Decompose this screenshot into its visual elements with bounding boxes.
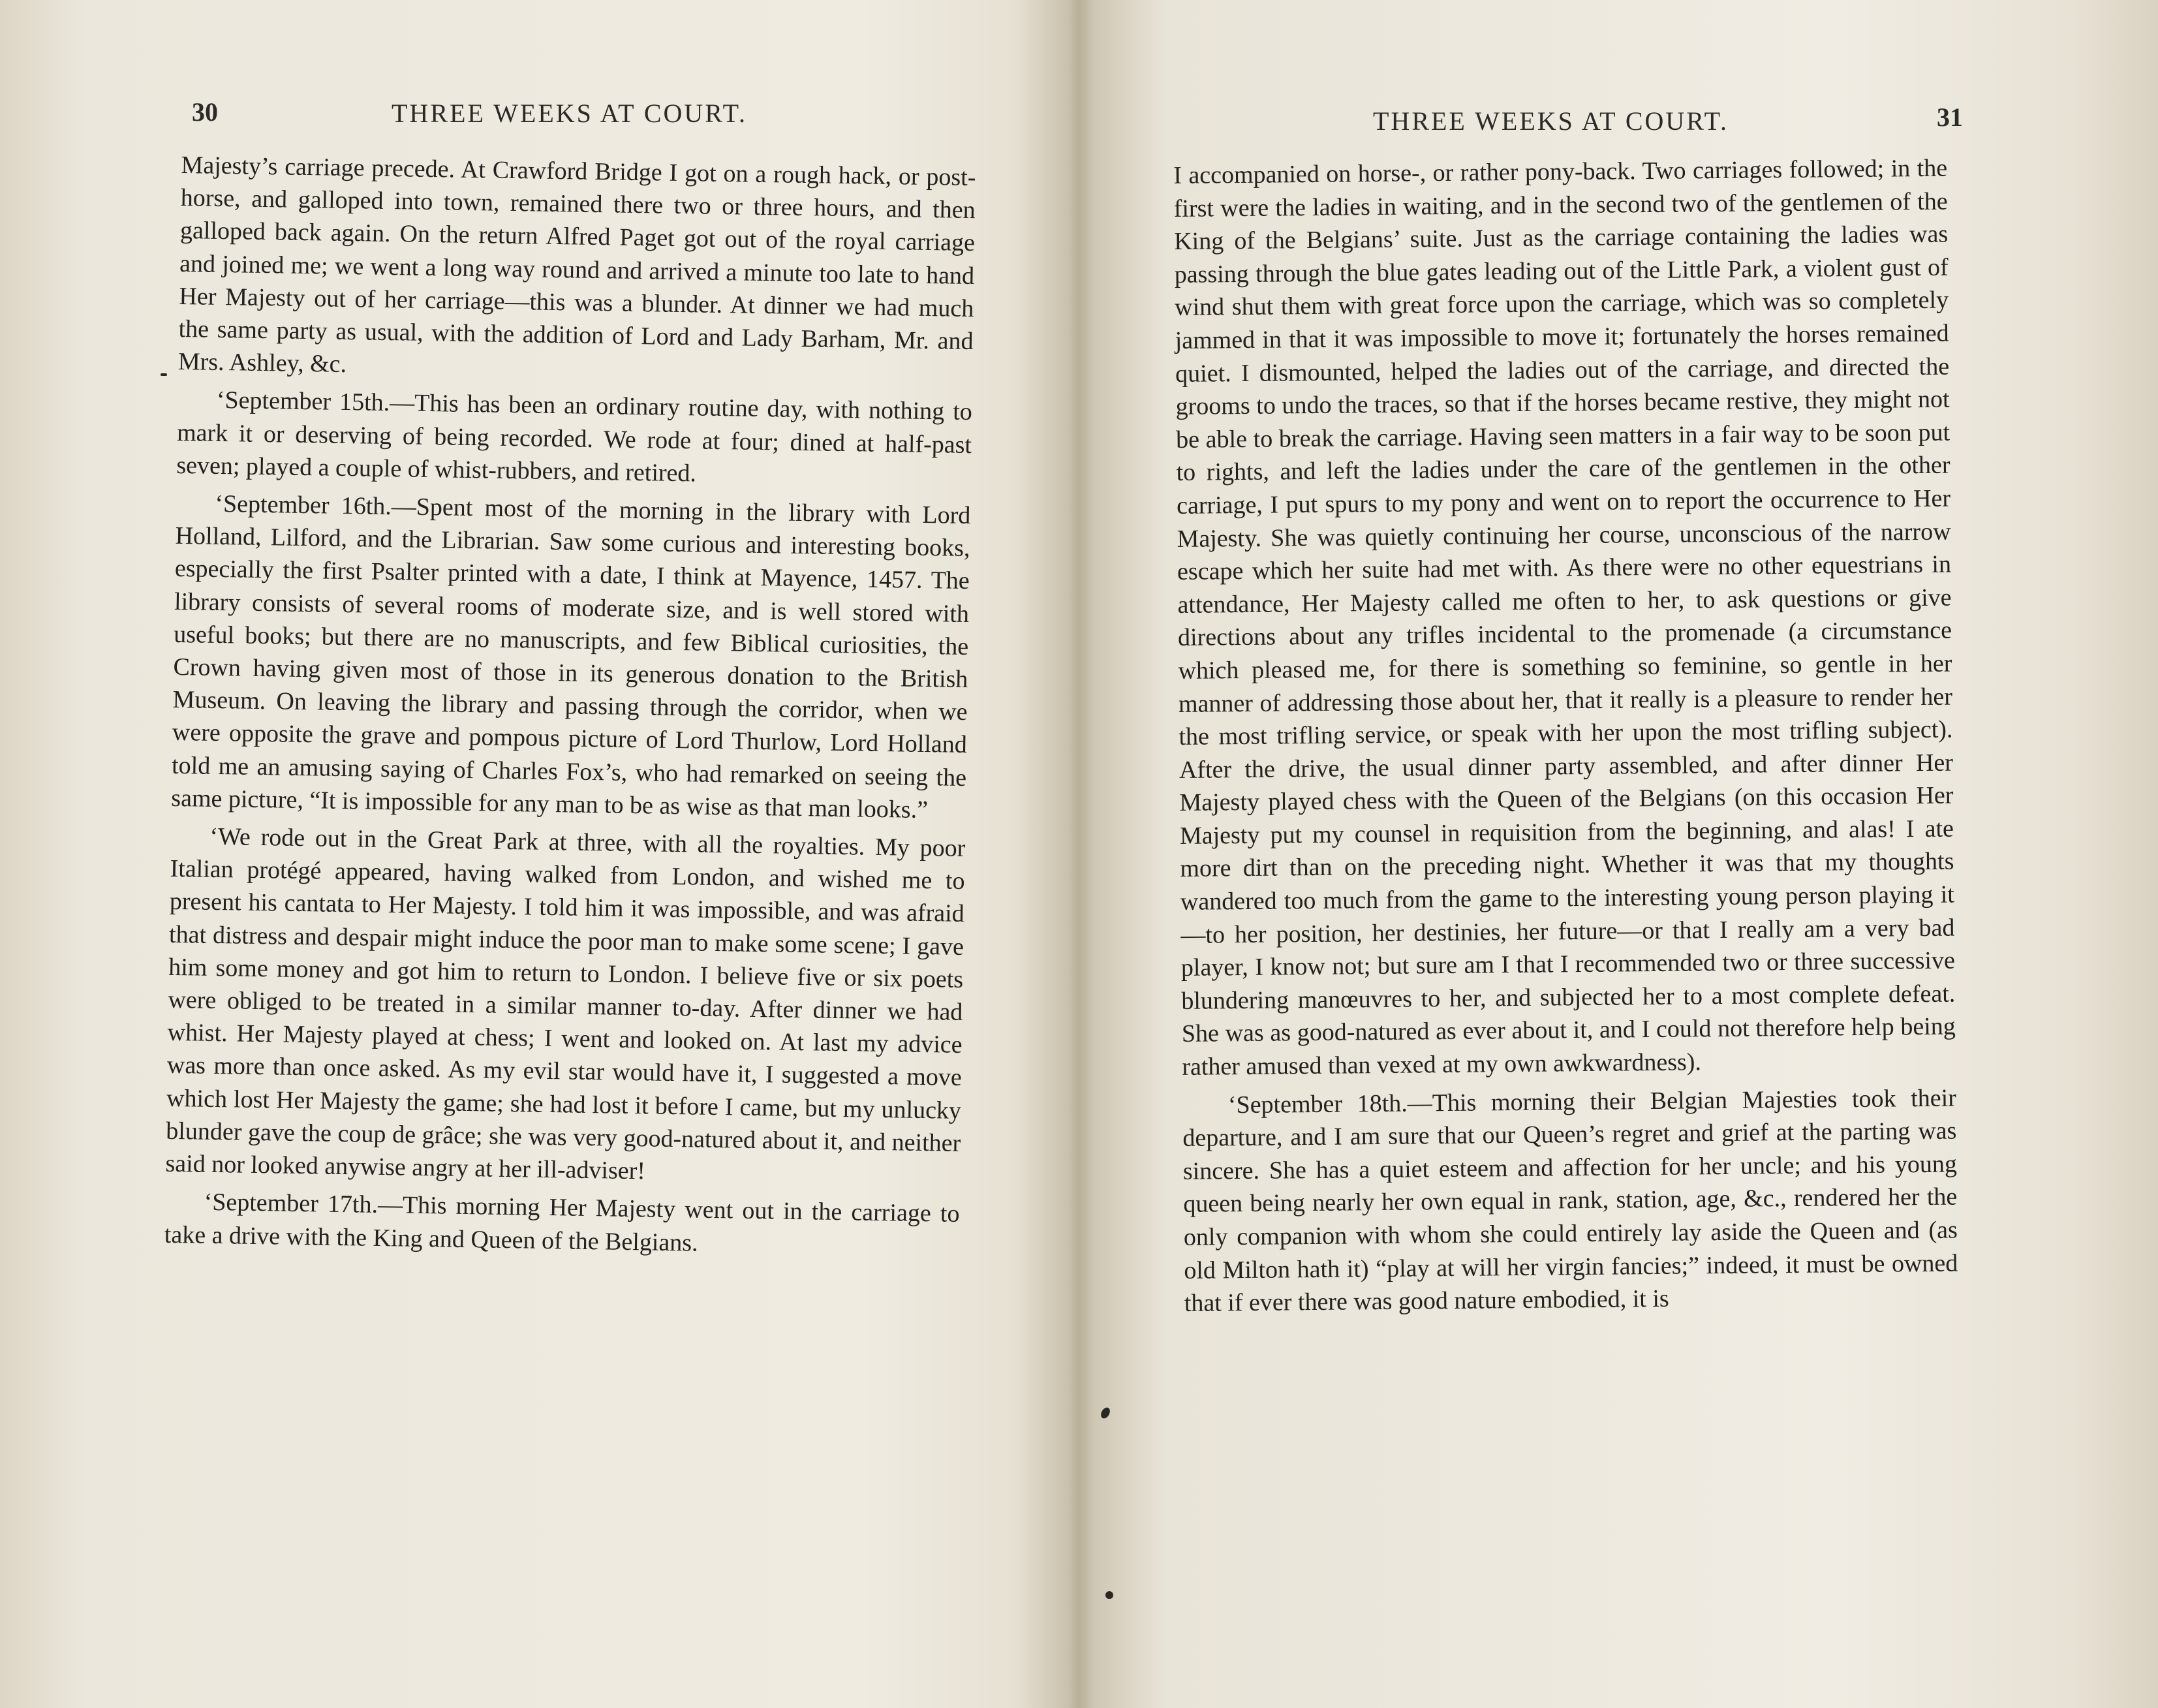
paragraph: ‘September 16th.—Spent most of the morning in the library with Lord Holland, Lilford, and the Librarian. Saw some curious and interesting books, especially the first Psalter printed with a date, I think at Mayence, 1457. The library consists of several rooms of moderate size, and is well stored with useful books; but there are no manuscripts, and few Biblical curiosities, the Crown having given most of those in its generous donation to the British Museum. On leaving the library and passing through the corridor, when we were opposite the grave and pompous picture of Lord Thurlow, Lord Holland told me an amusing saying of Charles Fox’s, who had remarked on seeing the same picture, “It is impossible for any man to be as wise as that man looks.”: [171, 489, 971, 824]
paragraph: ‘September 15th.—This has been an ordinary routine day, with nothing to mark it or deserving of being recorded. We rode at four; dined at half-past seven; played a couple of whist-rubbers, and retired.: [176, 386, 973, 488]
page-body: [1173, 152, 1958, 1326]
running-head: THREE WEEKS AT COURT.: [392, 99, 748, 128]
ink-speck: [161, 373, 167, 376]
ink-speck: [1105, 1591, 1113, 1599]
running-head: THREE WEEKS AT COURT.: [1373, 106, 1729, 136]
paragraph: ‘We rode out in the Great Park at three, with all the royalties. My poor Italian protégé appeared, having walked from London, and wished me to present his cantata to Her Majesty. I told him it was impossible, and was afraid that distress and despair might induce the poor man to make some scene; I gave him some money and got him to return to London. I believe five or six poets were obliged to be treated in a similar manner to-day. After dinner we had whist. Her Majesty played at chess; I went and looked on. At last my advice was more than once asked. As my evil star would have it, I suggested a move which lost Her Majesty the game; she had lost it before I came, but my unlucky blunder gave the coup de grâce; she was very good-natured about it, and neither said nor looked anywise angry at her ill-adviser!: [165, 822, 966, 1185]
page-number: 30: [192, 97, 218, 127]
right-page: [1083, 0, 2158, 1708]
page-number: 31: [1937, 102, 1963, 132]
paragraph: ‘September 18th.—This morning their Belgian Majesties took their departure, and I am sure that our Queen’s regret and grief at the parting was sincere. She has a quiet esteem and affection for her uncle; and his young queen being nearly her own equal in rank, station, age, &c., rendered her the only companion with whom she could entirely lay aside the Queen and (as old Milton hath it) “play at will her virgin fancies;” indeed, it must be owned that if ever there was good nature embodied, it is: [1182, 1084, 1958, 1318]
left-page: [0, 0, 1070, 1708]
paragraph: ‘September 17th.—This morning Her Majesty went out in the carriage to take a drive with the King and Queen of the Belgians.: [164, 1188, 960, 1257]
page-body: [164, 149, 976, 1269]
paragraph: I accompanied on horse-, or rather pony-back. Two carriages followed; in the first were the ladies in waiting, and in the second two of the gentlemen of the King of the Belgians’ suite. Just as the carriage containing the ladies was passing through the blue gates leading out of the Little Park, a violent gust of wind shut them with great force upon the carriage, which was so completely jammed in that it was impossible to move it; fortunately the horses remained quiet. I dismounted, helped the ladies out of the carriage, and directed the grooms to undo the traces, so that if the horses became restive, they might not be able to break the carriage. Having seen matters in a fair way to be soon put to rights, and left the ladies under the care of the gentlemen in the other carriage, I put spurs to my pony and went on to report the occurrence to Her Majesty. She was quietly continuing her course, unconscious of the narrow escape which her suite had met with. As there were no other equestrians in attendance, Her Majesty called me often to her, to ask questions or give directions about any trifles incidental to the promenade (a circumstance which pleased me, for there is something so feminine, so gentle in her manner of addressing those about her, that it really is a pleasure to render her the most trifling service, or speak with her upon the most trifling subject). After the drive, the usual dinner party assembled, and after dinner Her Majesty played chess with the Queen of the Belgians (on this occasion Her Majesty put my counsel in requisition from the beginning, and alas! I ate more dirt than on the preceding night. Whether it was that my thoughts wandered too much from the game to the interesting young person playing it—to her position, her destinies, her future—or that I really am a very bad player, I know not; but sure am I that I recommended two or three successive blundering manœuvres to her, and subjected her to a most complete defeat. She was as good-natured as ever about it, and I could not therefore help being rather amused than vexed at my own awkwardness).: [1173, 154, 1956, 1081]
paragraph: Majesty’s carriage precede. At Crawford Bridge I got on a rough hack, or post-horse, and galloped into town, remained there two or three hours, and then galloped back again. On the return Alfred Paget got out of the royal carriage and joined me; we went a long way round and arrived a minute too late to hand Her Majesty out of her carriage—this was a blunder. At dinner we had much the same party as usual, with the addition of Lord and Lady Barham, Mr. and Mrs. Ashley, &c.: [177, 151, 976, 379]
